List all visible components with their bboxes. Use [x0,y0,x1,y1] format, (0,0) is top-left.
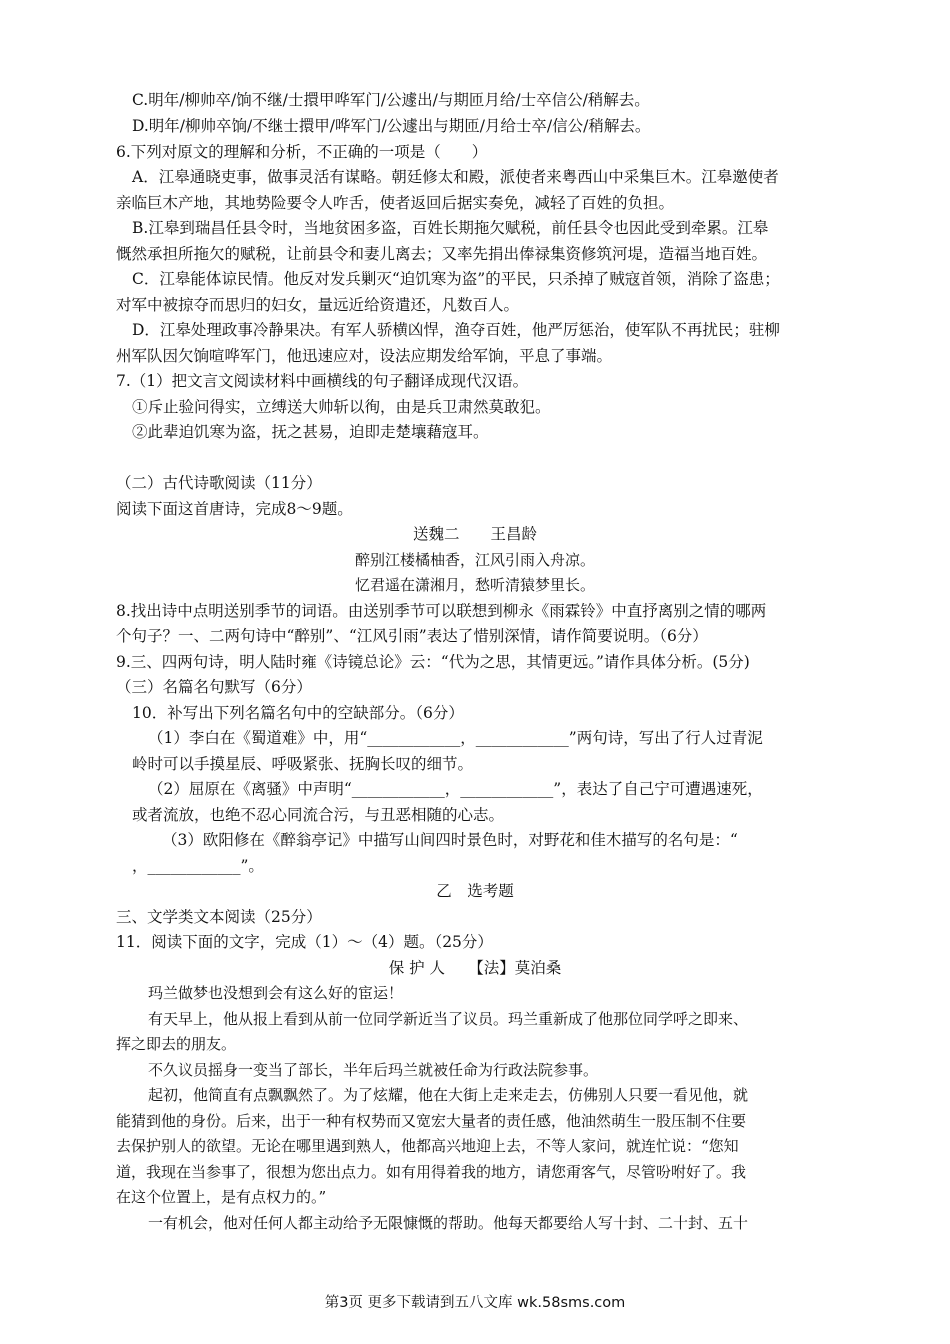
story-paragraph-3: 不久议员摇身一变当了部长，半年后玛兰就被任命为行政法院参事。 [148,1061,599,1079]
section-poetry-heading: （二）古代诗歌阅读（11分） [116,474,322,492]
section-elective-heading: 乙 选考题 [436,882,514,900]
q6-option-b-line2: 慨然承担所拖欠的赋税，让前县令和妻儿离去；又率先捐出俸禄集资修筑河堤，造福当地百姓。 [116,245,768,263]
q10-item-3-line2: ，____________”。 [132,857,264,875]
page-footer: 第3页 更多下载请到五八文库 wk.58sms.com [324,1295,626,1311]
q7-sentence-2: ②此辈迫饥寒为盗，抚之甚易，迫即走楚壤藉寇耳。 [132,423,489,441]
poetry-instructions: 阅读下面这首唐诗，完成8～9题。 [116,500,353,518]
story-paragraph-5: 一有机会，他对任何人都主动给予无限慷慨的帮助。他每天都要给人写十封、二十封、五十 [148,1214,749,1232]
q6-option-a-line2: 亲临巨木产地，其地势险要令人咋舌，使者返回后据实奏免，减轻了百姓的负担。 [116,194,675,212]
story-paragraph-2-line1: 有天早上，他从报上看到从前一位同学新近当了议员。玛兰重新成了他那位同学呼之即来、 [148,1010,749,1028]
option-d-line: D.明年/柳帅卒饷/不继士擐甲/哗军门/公遽出与期匝/月给士卒/信公/稍解去。 [132,117,651,135]
story-paragraph-4-line1: 起初，他简直有点飘飘然了。为了炫耀，他在大街上走来走去，仿佛别人只要一看见他，就 [148,1086,749,1104]
option-c-line: C.明年/柳帅卒/饷不继/士擐甲哗军门/公遽出/与期匝月给/士卒信公/稍解去。 [132,91,650,109]
q10-item-3-line1: （3）欧阳修在《醉翁亭记》中描写山间四时景色时，对野花和佳木描写的名句是：“ [162,831,738,849]
q7-sentence-1: ①斥止验问得实，立缚送大帅斩以徇，由是兵卫肃然莫敢犯。 [132,398,551,416]
poem-line-1: 醉别江楼橘柚香，江风引雨入舟凉。 [354,551,595,569]
q10-item-2-line2: 或者流放，也绝不忍心同流合污，与丑恶相随的心志。 [132,806,505,824]
section-literary-heading: 三、文学类文本阅读（25分） [116,908,322,926]
story-paragraph-4-line3: 去保护别人的欲望。无论在哪里遇到熟人，他都高兴地迎上去，不等人家问，就连忙说：“您知 [116,1137,739,1155]
q6-option-d-line1: D．江皋处理政事冷静果决。有军人骄横凶悍，渔夺百姓，他严厉惩治，使军队不再扰民；驻柳 [132,321,780,339]
story-paragraph-4-line4: 道，我现在当参事了，很想为您出点力。如有用得着我的地方，请您甭客气，尽管吩咐好了。我 [116,1163,747,1181]
q6-option-d-line2: 州军队因欠饷喧哗军门，他迅速应对，设法应期发给军饷，平息了事端。 [116,347,613,365]
q10-item-2-line1: （2）屈原在《离骚》中声明“____________，____________”，表达了自己宁可遭遇速死， [148,780,763,798]
question-9: 9.三、四两句诗，明人陆时雍《诗镜总论》云：“代为之思，其情更远。”请作具体分析。(5分) [116,653,750,671]
question-8-line2: 个句子？一、二两句诗中“醉别”、“江风引雨”表达了惜别深情，请作简要说明。（6分） [116,627,708,645]
question-11: 11．阅读下面的文字，完成（1）～（4）题。（25分） [116,933,493,951]
q10-item-1-line1: （1）李白在《蜀道难》中，用“____________，____________”两句诗，写出了行人过青泥 [148,729,763,747]
question-7: 7.（1）把文言文阅读材料中画横线的句子翻译成现代汉语。 [116,372,529,390]
poem-title: 送魏二 王昌龄 [412,525,537,543]
question-8-line1: 8.找出诗中点明送别季节的词语。由送别季节可以联想到柳永《雨霖铃》中直抒离别之情的哪两 [116,602,767,620]
q6-option-c-line2: 对军中被掠夺而思归的妇女，量远近给资遣还，凡数百人。 [116,296,520,314]
story-paragraph-1: 玛兰做梦也没想到会有这么好的宦运！ [148,984,404,1002]
story-paragraph-4-line2: 能猜到他的身份。后来，出于一种有权势而又宽宏大量者的责任感，他油然萌生一股压制不住要 [116,1112,747,1130]
question-10: 10．补写出下列名篇名句中的空缺部分。（6分） [132,704,464,722]
section-recitation-heading: （三）名篇名句默写（6分） [116,678,312,696]
poem-line-2: 忆君遥在潇湘月，愁听清猿梦里长。 [354,576,595,594]
q6-option-b-line1: B.江皋到瑞昌任县令时，当地贫困多盗，百姓长期拖欠赋税，前任县令也因此受到牵累。江皋 [132,219,769,237]
story-title: 保 护 人 【法】莫泊桑 [388,959,562,977]
q6-option-c-line1: C．江皋能体谅民情。他反对发兵剿灭“迫饥寒为盗”的平民，只杀掉了贼寇首领，消除了盗患； [132,270,780,288]
q6-option-a-line1: A．江皋通晓吏事，做事灵活有谋略。朝廷修太和殿，派使者来粤西山中采集巨木。江皋邀使者 [132,168,779,186]
question-6: 6.下列对原文的理解和分析，不正确的一项是（ ） [116,143,488,161]
story-paragraph-4-line5: 在这个位置上，是有点权力的。” [116,1188,327,1206]
story-paragraph-2-line2: 挥之即去的朋友。 [116,1035,237,1053]
q10-item-1-line2: 岭时可以手摸星辰、呼吸紧张、抚胸长叹的细节。 [132,755,474,773]
